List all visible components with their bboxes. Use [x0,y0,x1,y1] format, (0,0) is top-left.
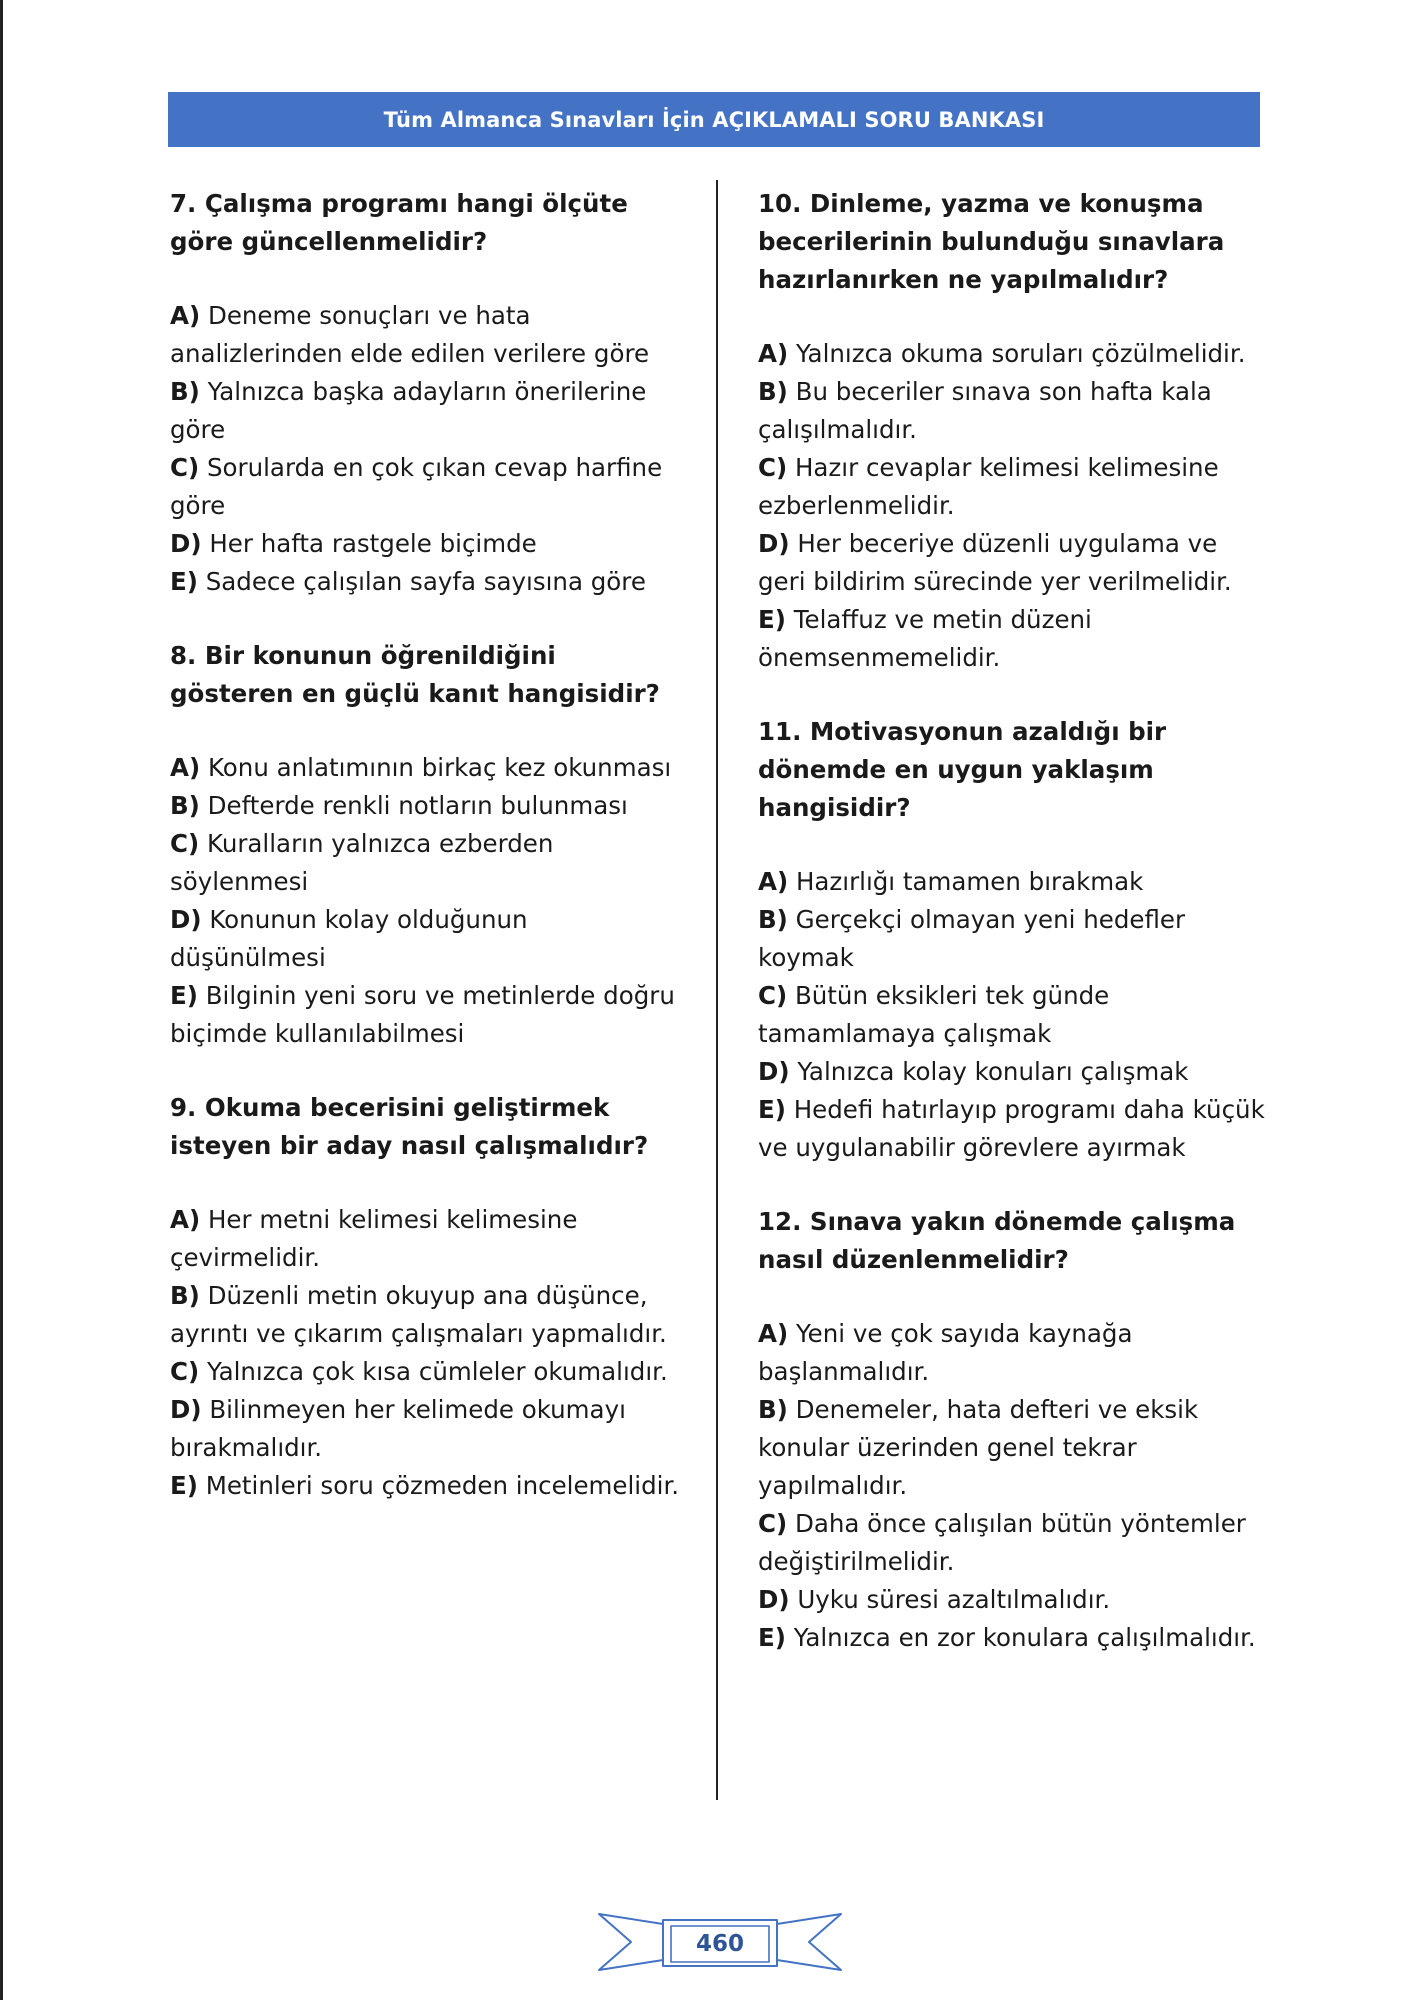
option-text: Konunun kolay olduğunun düşünülmesi [170,905,528,972]
question-text: 11. Motivasyonun azaldığı bir dönemde en uygun yaklaşım hangisidir? [758,717,1167,822]
option-letter: D) [758,529,790,558]
option-letter: E) [170,567,198,596]
option-letter: C) [758,981,788,1010]
option-letter: A) [170,753,201,782]
question-9 [170,1089,685,1505]
option-a [170,1201,685,1277]
option-text: Yalnızca başka adayların önerilerine göre [170,377,647,444]
question-11 [758,713,1268,1167]
option-letter: D) [758,1057,790,1086]
option-e [758,601,1268,677]
page-number-badge [597,1910,843,1974]
option-c [758,1505,1268,1581]
option-d [758,1053,1268,1091]
question-text: 7. Çalışma programı hangi ölçüte göre güncellenmelidir? [170,189,628,256]
option-d [170,1391,685,1467]
option-e [170,563,685,601]
option-text: Yeni ve çok sayıda kaynağa başlanmalıdır. [758,1319,1133,1386]
option-d [758,1581,1268,1619]
option-b [170,1277,685,1353]
option-a [170,749,685,787]
question-text: 10. Dinleme, yazma ve konuşma becerilerinin bulunduğu sınavlara hazırlanırken ne yapılmalıdır? [758,189,1225,294]
option-text: Düzenli metin okuyup ana düşünce, ayrıntı ve çıkarım çalışmaları yapmalıdır. [170,1281,667,1348]
option-text: Bütün eksikleri tek günde tamamlamaya çalışmak [758,981,1110,1048]
option-letter: B) [758,905,788,934]
option-text: Bilginin yeni soru ve metinlerde doğru biçimde kullanılabilmesi [170,981,675,1048]
right-column [758,185,1268,1693]
option-d [170,901,685,977]
option-text: Hedefi hatırlayıp programı daha küçük ve uygulanabilir görevlere ayırmak [758,1095,1265,1162]
option-text: Her metni kelimesi kelimesine çevirmelidir. [170,1205,578,1272]
option-text: Bu beceriler sınava son hafta kala çalışılmalıdır. [758,377,1212,444]
option-letter: B) [170,1281,200,1310]
option-b [758,1391,1268,1505]
option-c [758,449,1268,525]
option-letter: E) [170,981,198,1010]
question-text: 12. Sınava yakın dönemde çalışma nasıl düzenlenmelidir? [758,1207,1236,1274]
option-text: Yalnızca okuma soruları çözülmelidir. [788,339,1246,368]
question-8 [170,637,685,1053]
option-text: Bilinmeyen her kelimede okumayı bırakmalıdır. [170,1395,626,1462]
option-text: Yalnızca çok kısa cümleler okumalıdır. [199,1357,668,1386]
option-b [170,373,685,449]
option-letter: B) [758,377,788,406]
column-divider [716,180,718,1800]
option-b [170,787,685,825]
option-d [170,525,685,563]
option-letter: E) [758,1623,786,1652]
option-letter: A) [758,339,789,368]
option-c [170,1353,685,1391]
option-text: Uyku süresi azaltılmalıdır. [789,1585,1111,1614]
option-a [758,863,1268,901]
option-text: Gerçekçi olmayan yeni hedefler koymak [758,905,1186,972]
question-12 [758,1203,1268,1657]
left-column [170,185,685,1541]
option-a [758,335,1268,373]
question-text: 9. Okuma becerisini geliştirmek isteyen bir aday nasıl çalışmalıdır? [170,1093,649,1160]
option-letter: A) [170,301,201,330]
option-text: Yalnızca kolay konuları çalışmak [789,1057,1189,1086]
header-title: Tüm Almanca Sınavları İçin AÇIKLAMALI SORU BANKASI [383,107,1045,132]
option-letter: B) [758,1395,788,1424]
option-b [758,901,1268,977]
option-e [758,1091,1268,1167]
option-text: Telaffuz ve metin düzeni önemsenmemelidir. [758,605,1092,672]
option-text: Sorularda en çok çıkan cevap harfine göre [170,453,663,520]
option-letter: D) [170,905,202,934]
header-banner [168,92,1260,147]
option-text: Denemeler, hata defteri ve eksik konular üzerinden genel tekrar yapılmalıdır. [758,1395,1199,1500]
option-text: Sadece çalışılan sayfa sayısına göre [197,567,646,596]
option-letter: E) [170,1471,198,1500]
option-e [170,1467,685,1505]
option-letter: C) [170,1357,200,1386]
option-text: Kuralların yalnızca ezberden söylenmesi [170,829,554,896]
option-letter: C) [170,829,200,858]
option-text: Her beceriye düzenli uygulama ve geri bildirim sürecinde yer verilmelidir. [758,529,1232,596]
option-text: Yalnızca en zor konulara çalışılmalıdır. [785,1623,1256,1652]
option-letter: B) [170,791,200,820]
option-text: Metinleri soru çözmeden incelemelidir. [197,1471,680,1500]
option-text: Konu anlatımının birkaç kez okunması [200,753,672,782]
option-text: Defterde renkli notların bulunması [199,791,628,820]
question-7 [170,185,685,601]
option-c [758,977,1268,1053]
option-text: Her hafta rastgele biçimde [201,529,537,558]
page-number: 460 [695,1931,744,1957]
option-b [758,373,1268,449]
option-letter: A) [170,1205,201,1234]
option-text: Deneme sonuçları ve hata analizlerinden elde edilen verilere göre [170,301,650,368]
question-10 [758,185,1268,677]
page-edge-line [0,0,3,2000]
option-e [170,977,685,1053]
option-letter: E) [758,605,786,634]
option-text: Hazır cevaplar kelimesi kelimesine ezberlenmelidir. [758,453,1219,520]
option-letter: D) [170,529,202,558]
option-letter: D) [758,1585,790,1614]
option-a [170,297,685,373]
option-a [758,1315,1268,1391]
option-letter: A) [758,867,789,896]
option-c [170,449,685,525]
option-letter: E) [758,1095,786,1124]
option-letter: C) [758,1509,788,1538]
option-text: Hazırlığı tamamen bırakmak [788,867,1144,896]
option-c [170,825,685,901]
option-letter: C) [170,453,200,482]
option-letter: C) [758,453,788,482]
option-letter: D) [170,1395,202,1424]
option-letter: A) [758,1319,789,1348]
option-letter: B) [170,377,200,406]
question-text: 8. Bir konunun öğrenildiğini gösteren en güçlü kanıt hangisidir? [170,641,660,708]
option-e [758,1619,1268,1657]
option-text: Daha önce çalışılan bütün yöntemler değiştirilmelidir. [758,1509,1246,1576]
option-d [758,525,1268,601]
